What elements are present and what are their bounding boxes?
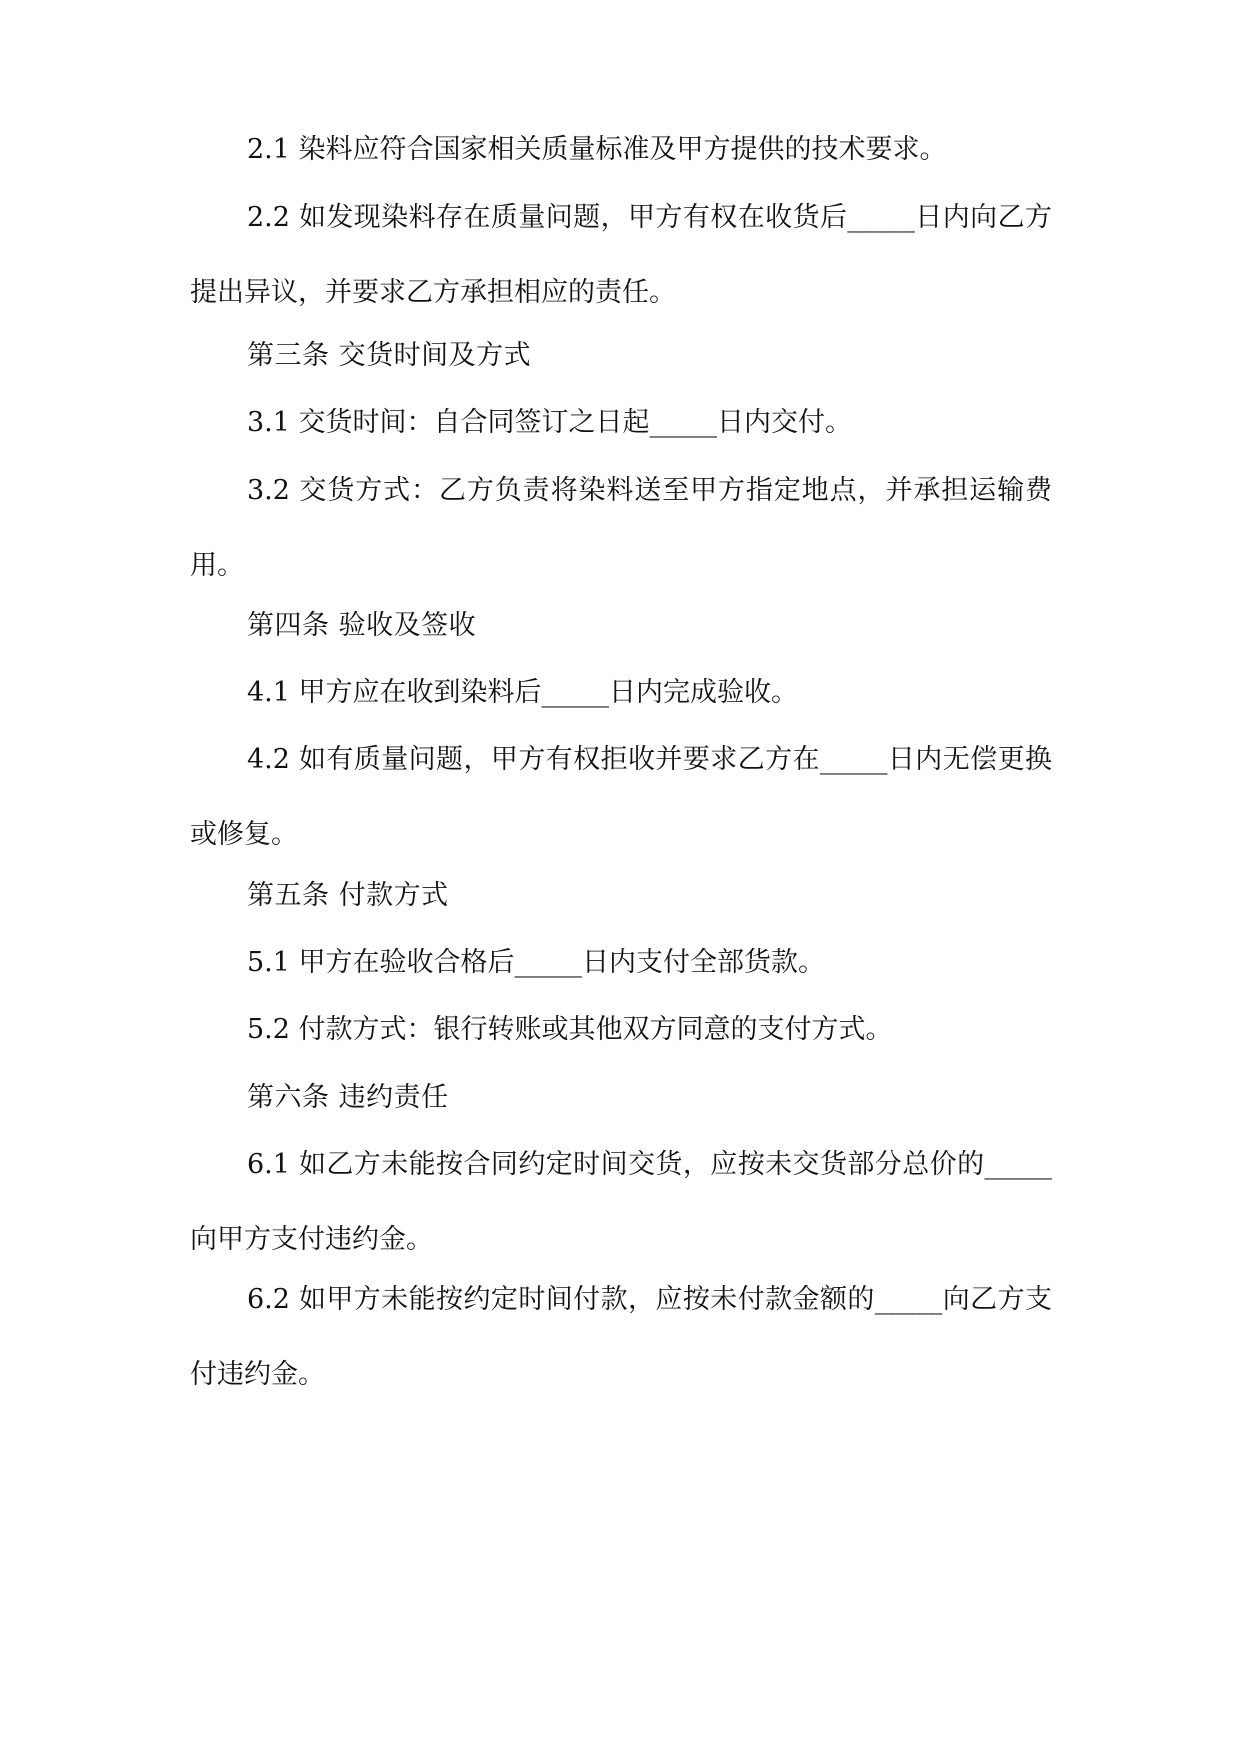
- clause-6-1: 6.1 如乙方未能按合同约定时间交货，应按未交货部分总价的_____向甲方支付违约金。: [190, 1149, 1052, 1255]
- clause-5-1: 5.1 甲方在验收合格后_____日内支付全部货款。: [247, 947, 826, 978]
- clause-6-2: 6.2 如甲方未能按约定时间付款，应按未付款金额的_____向乙方支付违约金。: [190, 1284, 1052, 1390]
- article-4-heading: 第四条 验收及签收: [247, 610, 477, 641]
- article-3-heading: 第三条 交货时间及方式: [247, 340, 532, 371]
- clause-4-2: 4.2 如有质量问题，甲方有权拒收并要求乙方在_____日内无偿更换或修复。: [190, 744, 1052, 850]
- clause-3-2: 3.2 交货方式：乙方负责将染料送至甲方指定地点，并承担运输费用。: [190, 475, 1052, 581]
- clause-2-1: 2.1 染料应符合国家相关质量标准及甲方提供的技术要求。: [247, 134, 947, 165]
- clause-5-2: 5.2 付款方式：银行转账或其他双方同意的支付方式。: [247, 1014, 893, 1045]
- clause-3-1: 3.1 交货时间：自合同签订之日起_____日内交付。: [247, 407, 853, 438]
- clause-2-2: 2.2 如发现染料存在质量问题，甲方有权在收货后_____日内向乙方提出异议，并要求乙方承担相应的责任。: [190, 202, 1052, 308]
- article-5-heading: 第五条 付款方式: [247, 880, 449, 911]
- article-6-heading: 第六条 违约责任: [247, 1082, 449, 1113]
- clause-4-1: 4.1 甲方应在收到染料后_____日内完成验收。: [247, 677, 799, 708]
